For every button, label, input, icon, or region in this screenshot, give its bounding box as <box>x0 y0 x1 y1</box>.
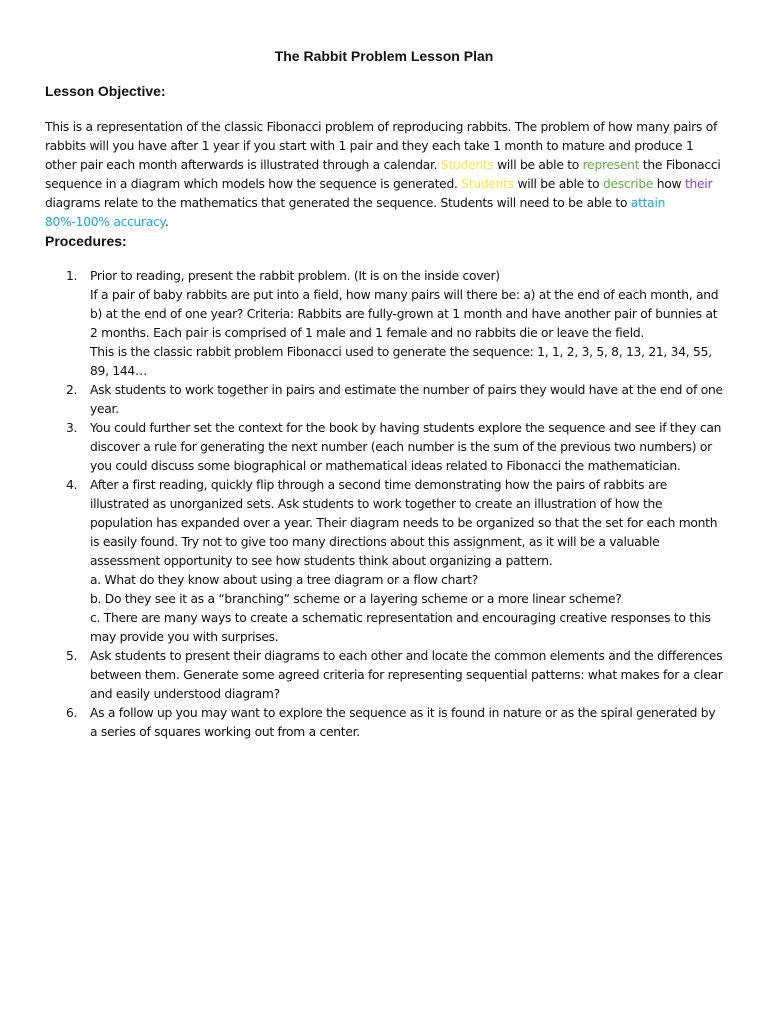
procedure-line: This is the classic rabbit problem Fibonacci used to generate the sequence: 1, 1, 2, 3, 5, 8, 13, 21, 34, 55, 89, 144… <box>90 345 712 378</box>
list-number: 1. <box>66 269 78 283</box>
highlight-their: their <box>684 177 713 191</box>
procedure-line: Ask students to present their diagrams to each other and locate the common elements and the differences between them. Generate some agreed criteria for representing sequential patterns: what makes for a clear and easily understood diagram? <box>90 649 723 701</box>
list-number: 4. <box>66 478 78 492</box>
objective-text-7: . <box>164 215 169 229</box>
procedure-item-6 <box>45 704 725 742</box>
objective-text-6: diagrams relate to the mathematics that generated the sequence. Students will need to be able to <box>45 196 628 210</box>
highlight-represent: represent <box>582 158 640 172</box>
objective-paragraph <box>45 118 725 232</box>
objective-text-4: will be able to <box>517 177 600 191</box>
procedure-line: Prior to reading, present the rabbit problem. (It is on the inside cover) <box>90 269 500 283</box>
objective-heading: Lesson Objective: <box>45 83 166 99</box>
procedure-line: You could further set the context for the book by having students explore the sequence and see if they can discover a rule for generating the next number (each number is the sum of the previous two numbers) or you could discuss some biographical or mathematical ideas related to Fibonacci the mathematician. <box>90 421 722 473</box>
procedure-line: As a follow up you may want to explore the sequence as it is found in nature or as the spiral generated by a series of squares working out from a center. <box>90 706 716 739</box>
objective-text-3: the Fibonacci sequence in a diagram which models how the sequence is generated. <box>45 158 721 191</box>
procedure-line: a. What do they know about using a tree diagram or a flow chart? <box>90 573 478 587</box>
procedure-line: After a first reading, quickly flip through a second time demonstrating how the pairs of rabbits are illustrated as unorganized sets. Ask students to work together to create an illustration of how the population has expanded over a year. Their diagram needs to be organized so that the set for each month is easily found. Try not to give too many directions about this assignment, as it will be a valuable assessment opportunity to see how students think about organizing a pattern. <box>90 478 718 568</box>
procedure-line: c. There are many ways to create a schematic representation and encouraging creative responses to this may provide you with surprises. <box>90 611 711 644</box>
procedures-heading: Procedures: <box>45 233 127 249</box>
highlight-attain-accuracy: attain 80%-100% accuracy <box>45 196 666 229</box>
procedure-item-2 <box>45 381 725 419</box>
objective-text-2: will be able to <box>497 158 580 172</box>
highlight-describe: describe <box>602 177 654 191</box>
objective-text-5: how <box>656 177 682 191</box>
procedure-line: If a pair of baby rabbits are put into a field, how many pairs will there be: a) at the end of each month, and b) at the end of one year? Criteria: Rabbits are fully-grown at 1 month and have another pair of bunnies at 2 months. Each pair is comprised of 1 male and 1 female and no rabbits die or leave the field. <box>90 288 719 340</box>
procedure-item-1 <box>45 267 725 381</box>
list-number: 2. <box>66 383 78 397</box>
procedure-line: b. Do they see it as a “branching” scheme or a layering scheme or a more linear scheme? <box>90 592 622 606</box>
document-title: The Rabbit Problem Lesson Plan <box>274 48 494 64</box>
procedures-list <box>45 267 725 742</box>
procedure-item-4 <box>45 476 725 647</box>
procedure-line: Ask students to work together in pairs and estimate the number of pairs they would have at the end of one year. <box>90 383 723 416</box>
procedure-item-3 <box>45 419 725 476</box>
highlight-students-1: Students <box>440 158 494 172</box>
list-number: 5. <box>66 649 78 663</box>
list-number: 3. <box>66 421 78 435</box>
list-number: 6. <box>66 706 78 720</box>
highlight-students-2: Students <box>461 177 514 191</box>
procedure-item-5 <box>45 647 725 704</box>
objective-text-1: This is a representation of the classic Fibonacci problem of reproducing rabbits. The problem of how many pairs of rabbits will you have after 1 year if you start with 1 pair and they each take 1 month to mature and produce 1 other pair each month afterwards is illustrated through a calendar. <box>45 120 718 172</box>
